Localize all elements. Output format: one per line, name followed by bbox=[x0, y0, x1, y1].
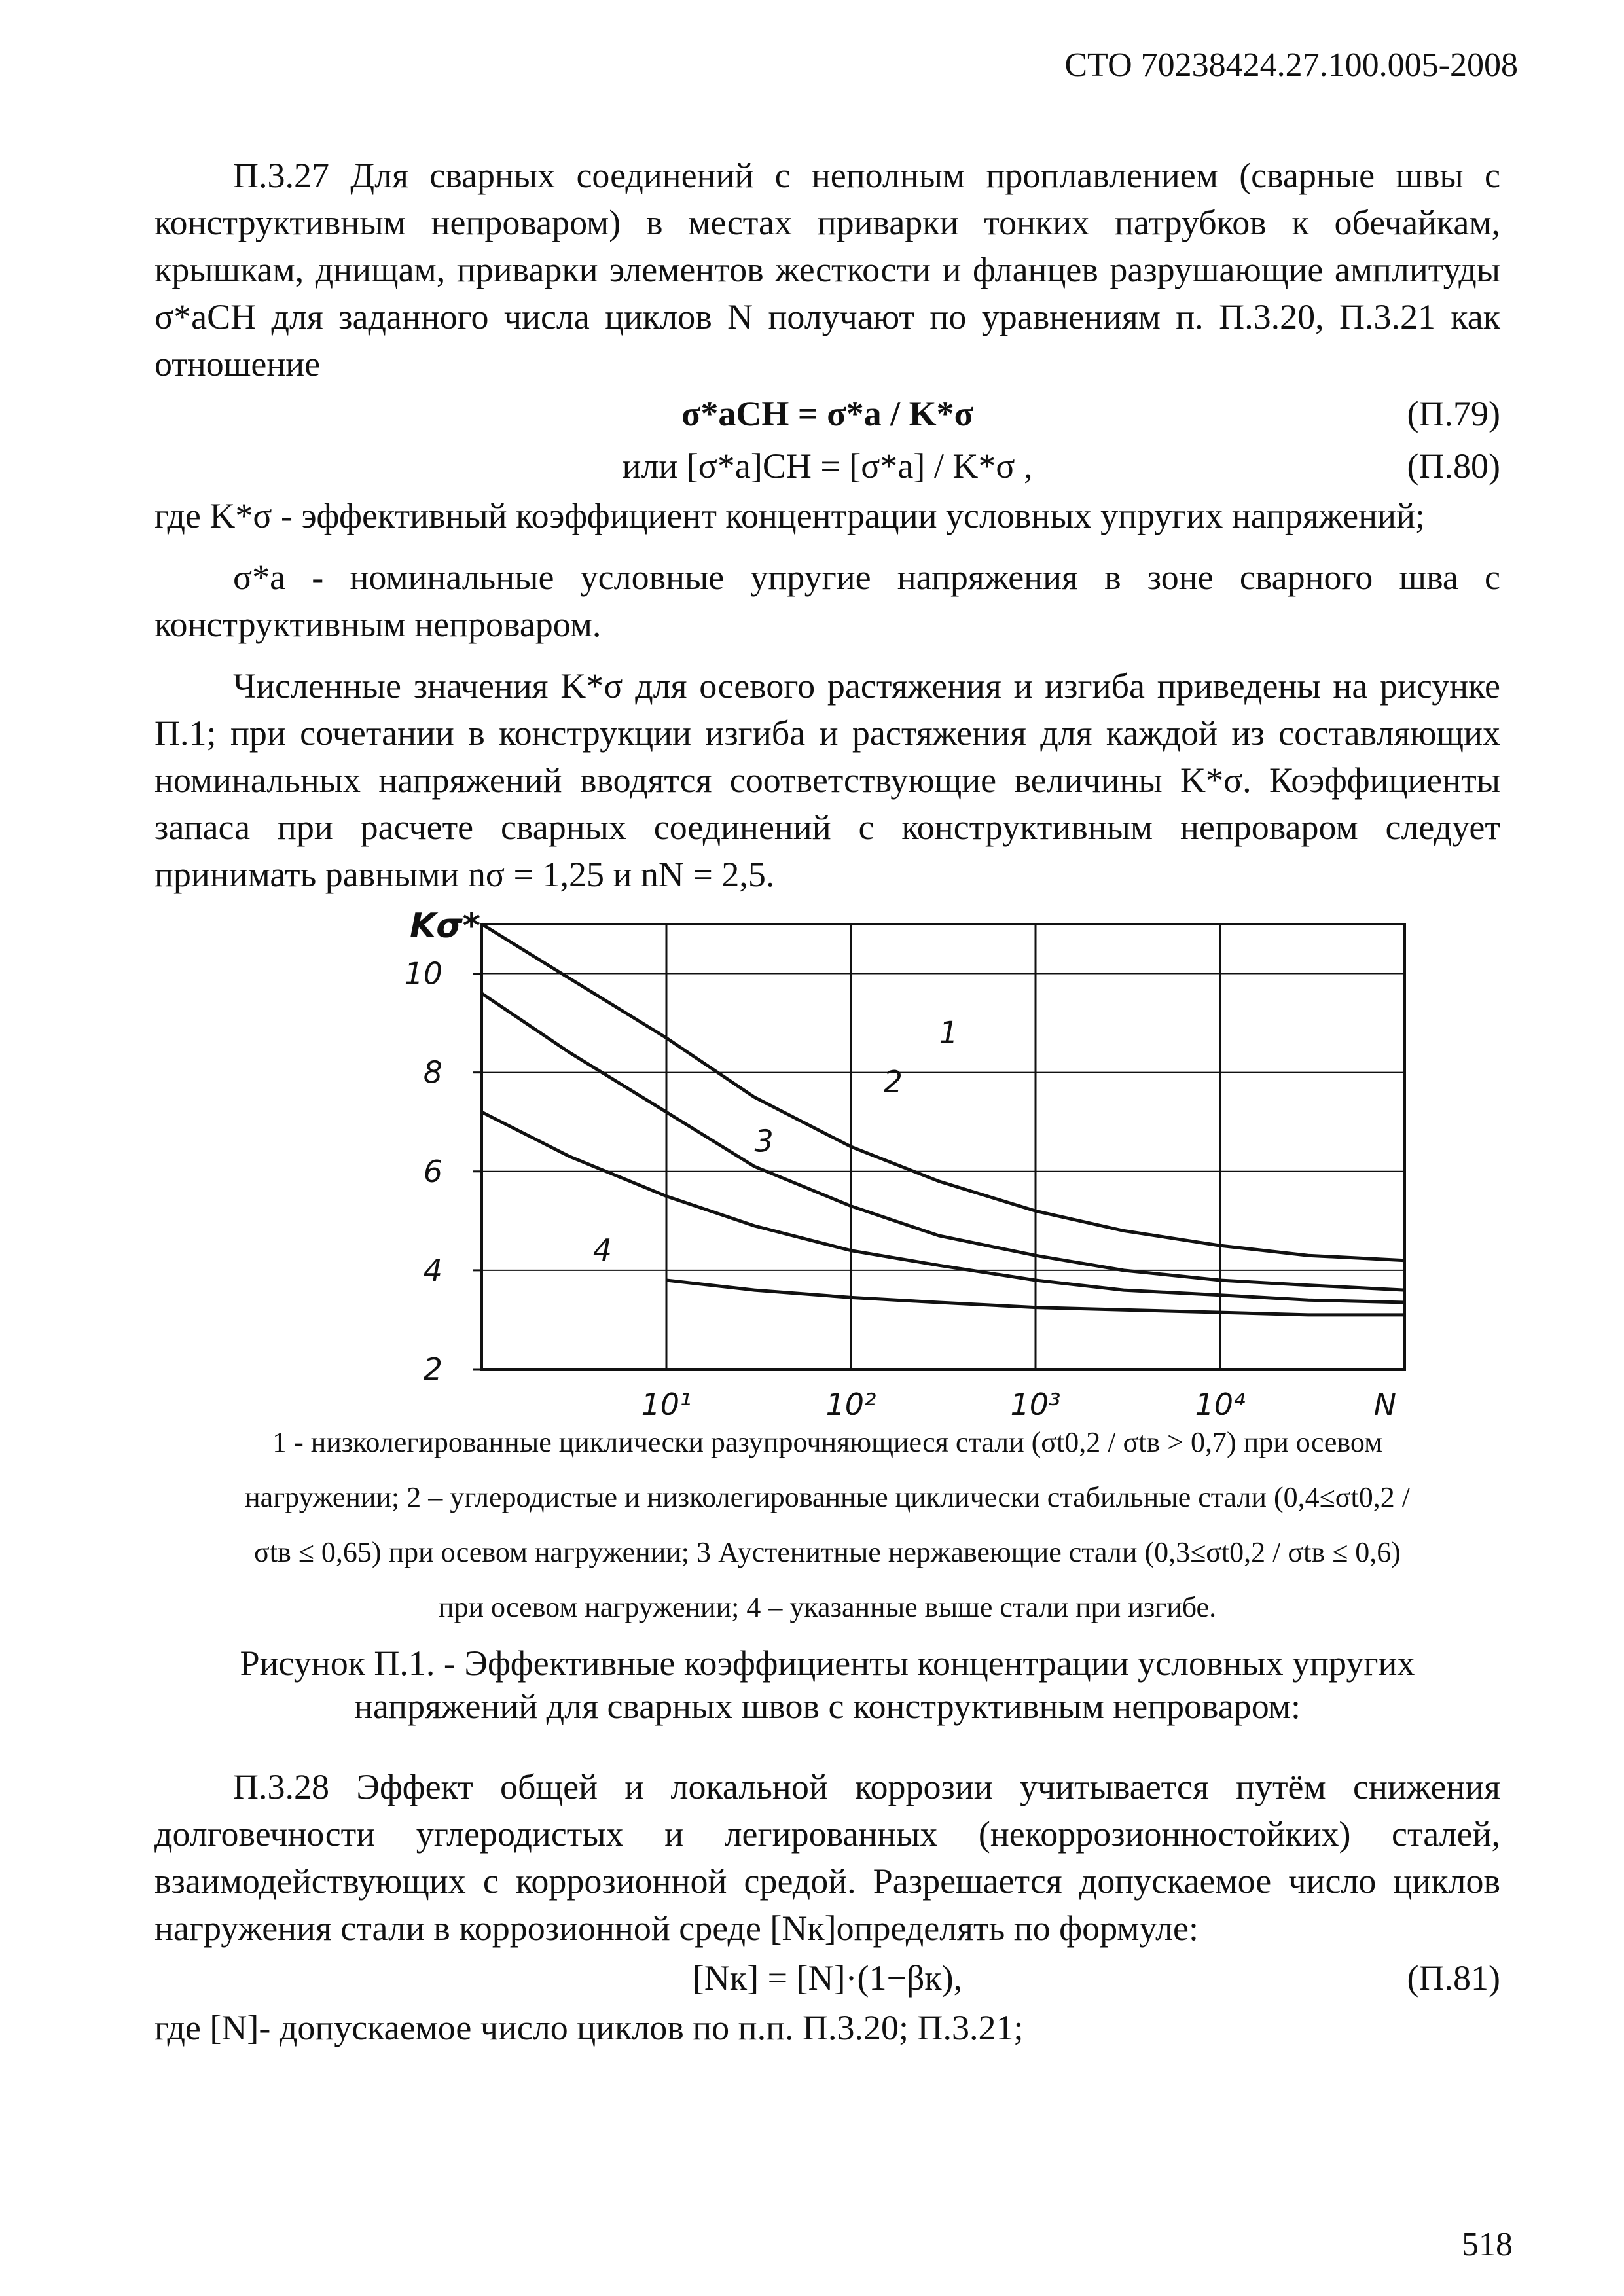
x-tick-label: 10¹ bbox=[641, 1387, 692, 1415]
definition-sigma: σ*a - номинальные условные упругие напряжения в зоне сварного шва с конструктивным непроваром. bbox=[154, 558, 1500, 644]
equation-81-text: [Nк] = [N]·(1−βк), bbox=[692, 1958, 963, 1998]
series-label-4: 4 bbox=[592, 1232, 613, 1268]
equation-80 bbox=[154, 440, 1500, 492]
paragraph-3-27: П.3.27 Для сварных соединений с неполным проплавлением (сварные швы с конструктивным непроваром) в местах приварки тонких патрубков к обечайкам, крышкам, днищам, приварки элементов жесткости и фланцев разрушающие амплитуды σ*aCH для заданного числа циклов N получают по уравнениям п. П.3.20, П.3.21 как отношение bbox=[154, 156, 1500, 384]
y-tick-label: 8 bbox=[423, 1054, 442, 1090]
series-line-1 bbox=[482, 924, 1405, 1261]
equation-81-number: (П.81) bbox=[1407, 1958, 1500, 1998]
page-number: 518 bbox=[1462, 2226, 1513, 2263]
figure-title: Рисунок П.1. - Эффективные коэффициенты концентрации условных упругих напряжений для сварных швов с конструктивным непроваром: bbox=[240, 1643, 1415, 1726]
series-line-3 bbox=[482, 1112, 1405, 1302]
definition-n: где [N]- допускаемое число циклов по п.п. П.3.20; П.3.21; bbox=[154, 2008, 1024, 2047]
caption-line-1: 1 - низколегированные циклически разупрочняющиеся стали (σt0,2 / σtв > 0,7) при осевом bbox=[272, 1426, 1382, 1458]
y-tick-label: 2 bbox=[423, 1352, 442, 1387]
caption-line-3: σtв ≤ 0,65) при осевом нагружении; 3 Аустенитные нержавеющие стали (0,3≤σt0,2 / σtв ≤ 0,6) bbox=[254, 1536, 1401, 1568]
x-tick-label: N bbox=[1373, 1387, 1397, 1415]
y-tick-label: 6 bbox=[423, 1153, 442, 1189]
equation-79-number: (П.79) bbox=[1407, 394, 1500, 433]
y-tick-label: 4 bbox=[423, 1252, 442, 1288]
x-tick-label: 10⁴ bbox=[1195, 1387, 1246, 1415]
series-label-3: 3 bbox=[754, 1123, 774, 1159]
equation-81 bbox=[154, 1952, 1500, 2004]
y-tick-label: 10 bbox=[404, 956, 442, 992]
document-code: СТО 70238424.27.100.005-2008 bbox=[1064, 46, 1518, 84]
equation-79 bbox=[154, 387, 1500, 440]
equation-80-text: или [σ*a]CH = [σ*a] / K*σ , bbox=[622, 446, 1033, 486]
caption-line-4: при осевом нагружении; 4 – указанные выше стали при изгибе. bbox=[438, 1591, 1217, 1623]
series-label-1: 1 bbox=[939, 1014, 958, 1050]
paragraph-numeric: Численные значения K*σ для осевого растяжения и изгиба приведены на рисунке П.1; при сочетании в конструкции изгиба и растяжения для каждой из составляющих номинальных напряжений вводятся соответствующие величины K*σ. Коэффициенты запаса при расчете сварных соединений с конструктивным непроваром следует принимать равными nσ = 1,25 и nN = 2,5. bbox=[154, 666, 1500, 894]
series-label-2: 2 bbox=[883, 1064, 903, 1100]
x-tick-label: 10² bbox=[825, 1387, 876, 1415]
paragraph-3-28: П.3.28 Эффект общей и локальной коррозии учитывается путём снижения долговечности углеродистых и легированных (некоррозионностойких) сталей, взаимодействующих с коррозионной средой. Разрешается допускаемое число циклов нагружения стали в коррозионной среде [Nк]определять по формуле: bbox=[154, 1767, 1500, 1948]
x-tick-label: 10³ bbox=[1010, 1387, 1061, 1415]
definition-k: где K*σ - эффективный коэффициент концентрации условных упругих напряжений; bbox=[154, 496, 1425, 535]
equation-79-text: σ*aCH = σ*a / K*σ bbox=[681, 394, 973, 433]
caption-line-2: нагружении; 2 – углеродистые и низколегированные циклически стабильные стали (0,4≤σt0,2 / bbox=[245, 1481, 1410, 1513]
y-axis-label: Kσ* bbox=[410, 906, 480, 946]
page-body bbox=[154, 152, 1500, 2051]
equation-80-number: (П.80) bbox=[1407, 446, 1500, 486]
chart-svg bbox=[154, 905, 1500, 1415]
figure-chart bbox=[154, 905, 1500, 1415]
